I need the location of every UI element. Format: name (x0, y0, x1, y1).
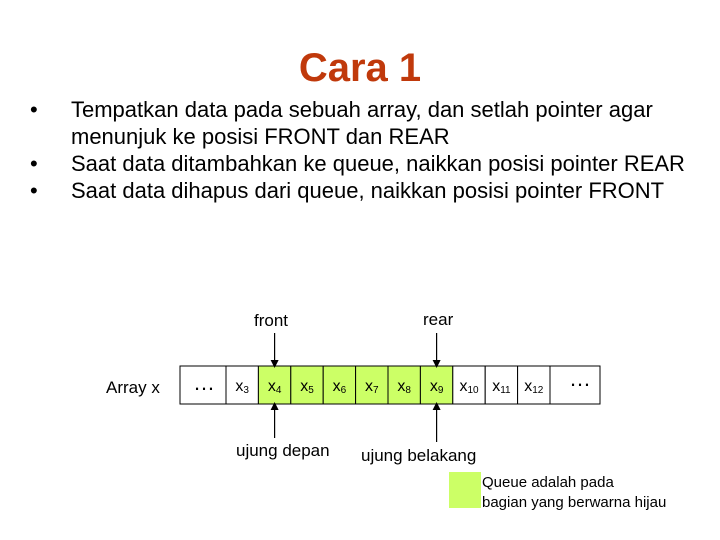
array-cell-label: x7 (365, 378, 379, 396)
array-ellipsis-left: … (193, 370, 215, 395)
array-cell-label: x9 (429, 378, 444, 396)
array-cell-label: x8 (397, 378, 411, 396)
ujung-belakang-label: ujung belakang (361, 446, 477, 465)
bullet-dot: • (30, 151, 38, 176)
bullet-text: Saat data dihapus dari queue, naikkan posisi pointer FRONT (71, 178, 665, 203)
slide-title: Cara 1 (298, 46, 422, 90)
array-cell-label: x10 (459, 378, 479, 396)
array-cell-label: x11 (492, 378, 511, 396)
legend-note-line: Queue adalah pada (482, 474, 614, 491)
array-ellipsis-right: … (569, 366, 591, 391)
array-cell-label: x3 (235, 378, 249, 396)
bullet-text: Tempatkan data pada sebuah array, dan setlah pointer agar menunjuk ke posisi FRONT dan REAR (71, 97, 653, 149)
front-label: front (254, 311, 289, 330)
array-cell-label: x12 (524, 378, 544, 396)
ujung-depan-label: ujung depan (236, 441, 330, 460)
legend-swatch (449, 472, 481, 508)
array-cell-label: x6 (332, 378, 347, 396)
rear-label: rear (423, 310, 454, 329)
legend-note-line: bagian yang berwarna hijau (482, 494, 667, 511)
array-cell-label: x4 (267, 378, 282, 396)
bullet-dot: • (30, 178, 38, 203)
array-cell-label: x5 (300, 378, 314, 396)
bullet-text: Saat data ditambahkan ke queue, naikkan posisi pointer REAR (71, 151, 685, 176)
bullet-dot: • (30, 97, 38, 122)
legend-note (482, 473, 666, 513)
array-label: Array x (106, 378, 160, 397)
